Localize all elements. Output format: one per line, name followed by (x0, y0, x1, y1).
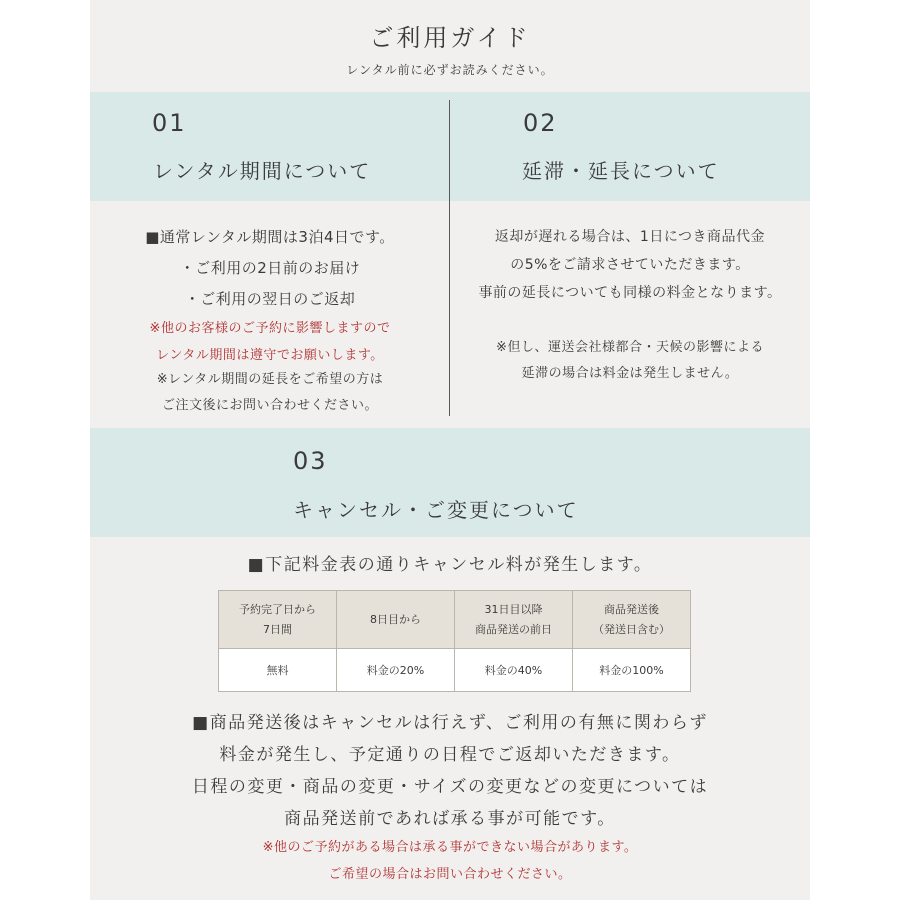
section-02-heading: 延滞・延長について (522, 159, 720, 183)
cancellation-fee-table (218, 590, 691, 692)
table-cell: 無料 (219, 649, 337, 692)
section-02-line: の5%をご請求させていただきます。 (510, 257, 750, 273)
section-01-line: ・ご利用の2日前のお届け (179, 259, 361, 277)
cancel-lead-text: ■下記料金表の通りキャンセル料が発生します。 (247, 555, 653, 575)
section-02-line: 返却が遅れる場合は、1日につき商品代金 (494, 229, 766, 245)
table-header-row (219, 591, 691, 649)
section-03-number: 03 (293, 447, 328, 475)
table-header-cell: 31日目以降 商品発送の前日 (455, 591, 573, 649)
section-03-heading: キャンセル・ご変更について (293, 498, 579, 522)
section-01-line: ■通常レンタル期間は3泊4日です。 (145, 228, 395, 246)
section-01-warning (90, 315, 450, 369)
section-header-band-1 (90, 92, 810, 201)
section-02-body (450, 223, 810, 307)
section-01-heading: レンタル期間について (153, 159, 372, 183)
table-cell: 料金の100% (573, 649, 691, 692)
section-01-warning-line: レンタル期間は遵守でお願いします。 (156, 348, 384, 363)
table-header-cell: 商品発送後 （発送日含む） (573, 591, 691, 649)
section-01-warning-line: ※他のお客様のご予約に影響しますので (149, 321, 391, 336)
cancel-body-line: ■商品発送後はキャンセルは行えず、ご利用の有無に関わらず (192, 713, 708, 733)
cancel-warning (90, 834, 810, 888)
section-01-note-line: ※レンタル期間の延長をご希望の方は (156, 372, 384, 387)
cancel-warning-line: ※他のご予約がある場合は承る事ができない場合があります。 (262, 840, 638, 855)
table-cell: 料金の20% (337, 649, 455, 692)
table-cell: 料金の40% (455, 649, 573, 692)
section-02-note-line: 延滞の場合は料金は発生しません。 (521, 366, 739, 381)
section-01-note-line: ご注文後にお問い合わせください。 (161, 398, 378, 413)
cancel-warning-line: ご希望の場合はお問い合わせください。 (328, 867, 572, 882)
page-title: ご利用ガイド (369, 24, 531, 52)
section-01-number: 01 (152, 109, 187, 137)
cancel-body-line: 料金が発生し、予定通りの日程でご返却いただきます。 (219, 745, 681, 765)
section-01-note (90, 367, 450, 419)
guide-panel (90, 0, 810, 900)
cancel-body-line: 日程の変更・商品の変更・サイズの変更などの変更については (191, 777, 709, 797)
section-02-number: 02 (523, 109, 558, 137)
section-02-note-line: ※但し、運送会社様都合・天候の影響による (496, 340, 764, 355)
section-01-body (90, 222, 450, 315)
table-header-cell: 予約完了日から 7日間 (219, 591, 337, 649)
page-subtitle: レンタル前に必ずお読みください。 (346, 63, 554, 77)
section-01-line: ・ご利用の翌日のご返却 (184, 290, 356, 308)
section-02-line: 事前の延長についても同様の料金となります。 (478, 285, 782, 301)
table-row (219, 649, 691, 692)
section-02-note (450, 335, 810, 387)
cancel-body-text (90, 707, 810, 835)
table-header-cell: 8日目から (337, 591, 455, 649)
cancel-body-line: 商品発送前であれば承る事が可能です。 (284, 809, 616, 829)
